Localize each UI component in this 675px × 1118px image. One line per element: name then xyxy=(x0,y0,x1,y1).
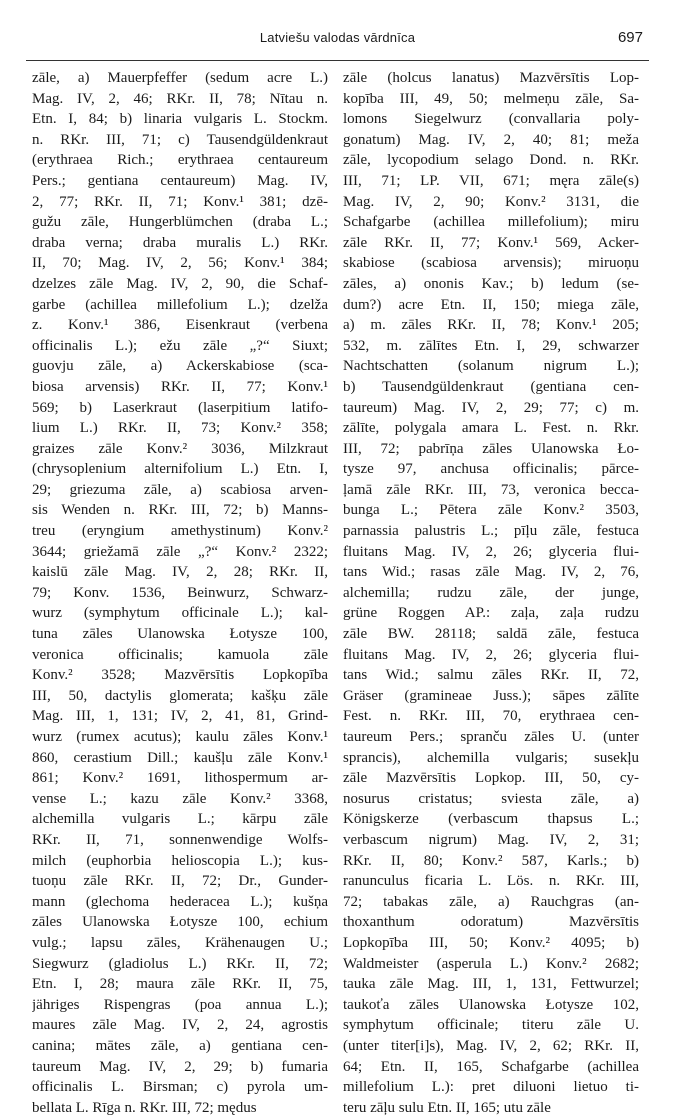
text-line: alchemilla; rudzu zāle, der junge, xyxy=(343,584,639,601)
text-line: officinalis L.); ežu zāle „?“ Siuxt; xyxy=(32,337,328,354)
text-line: millefolium L.): pret diluoni lietuo ti- xyxy=(343,1079,639,1096)
text-line: jähriges Rispengras (poa annua L.); xyxy=(32,996,328,1013)
text-line: bunga L.; Pētera zāle Konv.² 3503, xyxy=(343,502,639,519)
text-line: 2, 77; RKr. II, 71; Konv.¹ 381; dzē- xyxy=(32,193,328,210)
text-line: 532, m. zālītes Etn. I, 29, schwarzer xyxy=(343,337,639,354)
text-line: Lopkopība III, 50; Konv.² 4095; b) xyxy=(343,934,639,951)
text-line: n. RKr. III, 71; c) Tausendgüldenkraut xyxy=(32,131,328,148)
text-line: bellata L. Rīga n. RKr. III, 72; mędus xyxy=(32,1099,257,1116)
text-line: alchemilla vulgaris L.; kārpu zāle xyxy=(32,811,328,828)
text-line: 861; Konv.² 1691, lithospermum ar- xyxy=(32,770,328,787)
text-line: zāle BW. 28118; saldā zāle, festuca xyxy=(343,626,639,643)
text-line: skabiose (scabiosa arvensis); miruoņu xyxy=(343,255,639,272)
text-line: Schafgarbe (achillea millefolium); miru xyxy=(343,214,639,231)
text-line: zāles, a) ononis Kav.; b) ledum (se- xyxy=(343,275,639,292)
text-line: canina; mātes zāle, a) gentiana cen- xyxy=(32,1037,328,1054)
text-line: fluitans Mag. IV, 2, 26; glyceria flui- xyxy=(343,543,639,560)
text-line: kopība III, 49, 50; melmeņu zāle, Sa- xyxy=(343,90,639,107)
text-line: 72; tabakas zāle, a) Rauchgras (an- xyxy=(343,893,639,910)
text-line: tauka zāle Mag. III, 1, 131, Fettwurzel; xyxy=(343,976,639,993)
text-line: taureum Pers.; spranču zāles U. (unter xyxy=(343,729,639,745)
text-line: RKr. II, 71, sonnenwendige Wolfs- xyxy=(32,831,328,848)
text-line: taureum Mag. IV, 2, 29; b) fumaria xyxy=(32,1058,328,1075)
left-column xyxy=(32,68,328,1118)
header-rule xyxy=(26,60,649,61)
text-line: draba verna; draba muralis L.) RKr. xyxy=(32,234,328,251)
text-line: Siegwurz (gladiolus L.) RKr. II, 72; xyxy=(32,955,328,972)
text-line: gonatum) Mag. IV, 2, 40; 81; meža xyxy=(343,131,639,148)
text-line: thoxanthum odoratum) Mazvērsītis xyxy=(343,914,639,931)
text-line: fluitans Mag. IV, 2, 26; glyceria flui- xyxy=(343,646,639,663)
text-line: a) m. zāles RKr. II, 78; Konv.¹ 205; xyxy=(343,317,639,334)
text-line: vulg.; lapsu zāles, Krähenaugen U.; xyxy=(32,934,328,951)
text-line: wurz (rumex acutus); kaulu zāles Konv.¹ xyxy=(32,729,328,745)
text-line: 860, cerastium Dill.; kaušļu zāle Konv.¹ xyxy=(32,749,328,766)
text-line: sis Wenden n. RKr. III, 72; b) Manns- xyxy=(32,502,328,519)
text-line: III, 50, dactylis glomerata; kašķu zāle xyxy=(32,687,328,704)
text-line: nosurus cristatus; sviesta zāle, a) xyxy=(343,790,639,807)
text-line: (erythraea Rich.; erythraea centaureum xyxy=(32,152,328,169)
text-line: ranunculus ficaria L. Lös. n. RKr. III, xyxy=(343,873,639,890)
text-line: gužu zāle, Hungerblümchen (draba L.; xyxy=(32,214,328,231)
running-title: Latviešu valodas vārdnīca xyxy=(259,30,416,45)
text-line: kaislū zāle Mag. IV, 2, 28; RKr. II, xyxy=(32,564,328,581)
text-line: teru zāļu sulu Etn. II, 165; utu zāle xyxy=(343,1099,551,1116)
text-line: dzelzes zāle Mag. IV, 2, 90, die Schaf- xyxy=(32,275,328,292)
text-line: 64; Etn. II, 165, Schafgarbe (achillea xyxy=(343,1058,639,1075)
text-line: wurz (symphytum officinale L.); kal- xyxy=(32,605,328,622)
text-line: Pers.; gentiana centaureum) Mag. IV, xyxy=(32,172,328,189)
text-line: milch (euphorbia helioscopia L.); kus- xyxy=(32,852,328,869)
text-line: zāles Ulanowska Łotysze 100, echium xyxy=(32,914,328,931)
text-line: symphytum officinale; titeru zāle U. xyxy=(343,1017,639,1034)
text-line: 29; griezuma zāle, a) scabiosa arven- xyxy=(32,481,328,498)
text-line: mann (glechoma hederacea L.); kušņa xyxy=(32,893,328,910)
text-line: zāle (holcus lanatus) Mazvērsītis Lop- xyxy=(343,70,639,86)
text-line: zāle, a) Mauerpfeffer (sedum acre L.) xyxy=(32,70,328,86)
text-line: lium L.) RKr. II, 73; Konv.² 358; xyxy=(32,420,328,437)
text-line: Mag. IV, 2, 90; Konv.² 3131, die xyxy=(343,193,639,210)
text-line: Etn. I, 28; maura zāle RKr. II, 75, xyxy=(32,976,328,993)
text-line: Mag. IV, 2, 46; RKr. II, 78; Nītau n. xyxy=(32,90,328,107)
text-line: guovju zāle, a) Ackerskabiose (sca- xyxy=(32,358,328,375)
text-line: Fest. n. RKr. III, 70, erythraea cen- xyxy=(343,708,639,725)
text-line: zāle, lycopodium selago Dond. n. RKr. xyxy=(343,152,639,169)
text-line: Königskerze (verbascum thapsus L.; xyxy=(343,811,639,828)
text-line: taukoťa zāles Ulanowska Łotysze 102, xyxy=(343,996,639,1013)
text-line: veronica officinalis; kamuola zāle xyxy=(32,646,328,663)
text-line: garbe (achillea millefolium L.); dzelža xyxy=(32,296,328,313)
text-line: verbascum nigrum) Mag. IV, 2, 31; xyxy=(343,831,639,848)
text-line: Waldmeister (asperula L.) Konv.² 2682; xyxy=(343,955,639,972)
text-line: b) Tausendgüldenkraut (gentiana cen- xyxy=(343,378,639,395)
text-line: taureum) Mag. IV, 2, 29; 77; c) m. xyxy=(343,399,639,416)
text-line: III, 72; pabrīņa zāles Ulanowska Ło- xyxy=(343,440,639,457)
text-line: tuna zāles Ulanowska Łotysze 100, xyxy=(32,626,328,643)
text-line: lomons Siegelwurz (convallaria poly- xyxy=(343,111,639,128)
text-line: sprancis), alchemilla vulgaris; susekļu xyxy=(343,749,639,766)
text-line: treu (eryngium amethystinum) Konv.² xyxy=(32,523,328,540)
text-line: tans Wid.; rasas zāle Mag. IV, 2, 76, xyxy=(343,564,639,581)
text-line: officinalis L. Birsman; c) pyrola um- xyxy=(32,1079,328,1096)
text-line: 79; Konv. 1536, Beinwurz, Schwarz- xyxy=(32,584,328,601)
text-line: Konv.² 3528; Mazvērsītis Lopkopība xyxy=(32,667,328,684)
text-line: (unter titer[i]s), Mag. IV, 2, 62; RKr. II, xyxy=(343,1037,639,1054)
text-line: zāle Mazvērsītis Lopkop. III, 50, cy- xyxy=(343,770,639,787)
text-line: II, 70; Mag. IV, 2, 56; Konv.¹ 384; xyxy=(32,255,328,272)
text-line: zālīte, polygala amara L. Fest. n. Rkr. xyxy=(343,420,639,437)
text-line: Nachtschatten (solanum nigrum L.); xyxy=(343,358,639,375)
text-line: RKr. II, 80; Konv.² 587, Karls.; b) xyxy=(343,852,639,869)
text-line: graizes zāle Konv.² 3036, Milzkraut xyxy=(32,440,328,457)
text-line: 569; b) Laserkraut (laserpitium latifo- xyxy=(32,399,328,416)
text-line: Gräser (gramineae Juss.); sāpes zālīte xyxy=(343,687,639,704)
text-line: tuoņu zāle RKr. II, 72; Dr., Gunder- xyxy=(32,873,328,890)
text-line: (chrysoplenium alternifolium L.) Etn. I, xyxy=(32,461,328,478)
page-header xyxy=(26,30,649,52)
text-line: parnassia palustris L.; pīļu zāle, festuca xyxy=(343,523,639,540)
text-line: vense L.; kazu zāle Konv.² 3368, xyxy=(32,790,328,807)
text-line: grüne Roggen AP.: zaļa, zaļa rudzu xyxy=(343,605,639,622)
text-line: maures zāle Mag. IV, 2, 24, agrostis xyxy=(32,1017,328,1034)
page-number: 697 xyxy=(617,29,643,46)
text-line: tans Wid.; salmu zāles RKr. II, 72, xyxy=(343,667,639,684)
text-line: 3644; griežamā zāle „?“ Konv.² 2322; xyxy=(32,543,328,560)
text-line: ļamā zāle RKr. III, 73, veronica becca- xyxy=(343,481,639,498)
text-line: dum?) acre Etn. II, 150; miega zāle, xyxy=(343,296,639,313)
text-line: tysze 97, anchusa officinalis; pārce- xyxy=(343,461,639,478)
text-line: z. Konv.¹ 386, Eisenkraut (verbena xyxy=(32,317,328,334)
text-line: zāle RKr. II, 77; Konv.¹ 569, Acker- xyxy=(343,234,639,251)
text-line: III, 71; LP. VII, 671; męra zāle(s) xyxy=(343,172,639,189)
text-line: Etn. I, 84; b) linaria vulgaris L. Stockm. xyxy=(32,111,328,128)
right-column xyxy=(343,68,639,1118)
text-line: Mag. III, 1, 131; IV, 2, 41, 81, Grind- xyxy=(32,708,328,725)
text-line: biosa arvensis) RKr. II, 77; Konv.¹ xyxy=(32,378,328,395)
